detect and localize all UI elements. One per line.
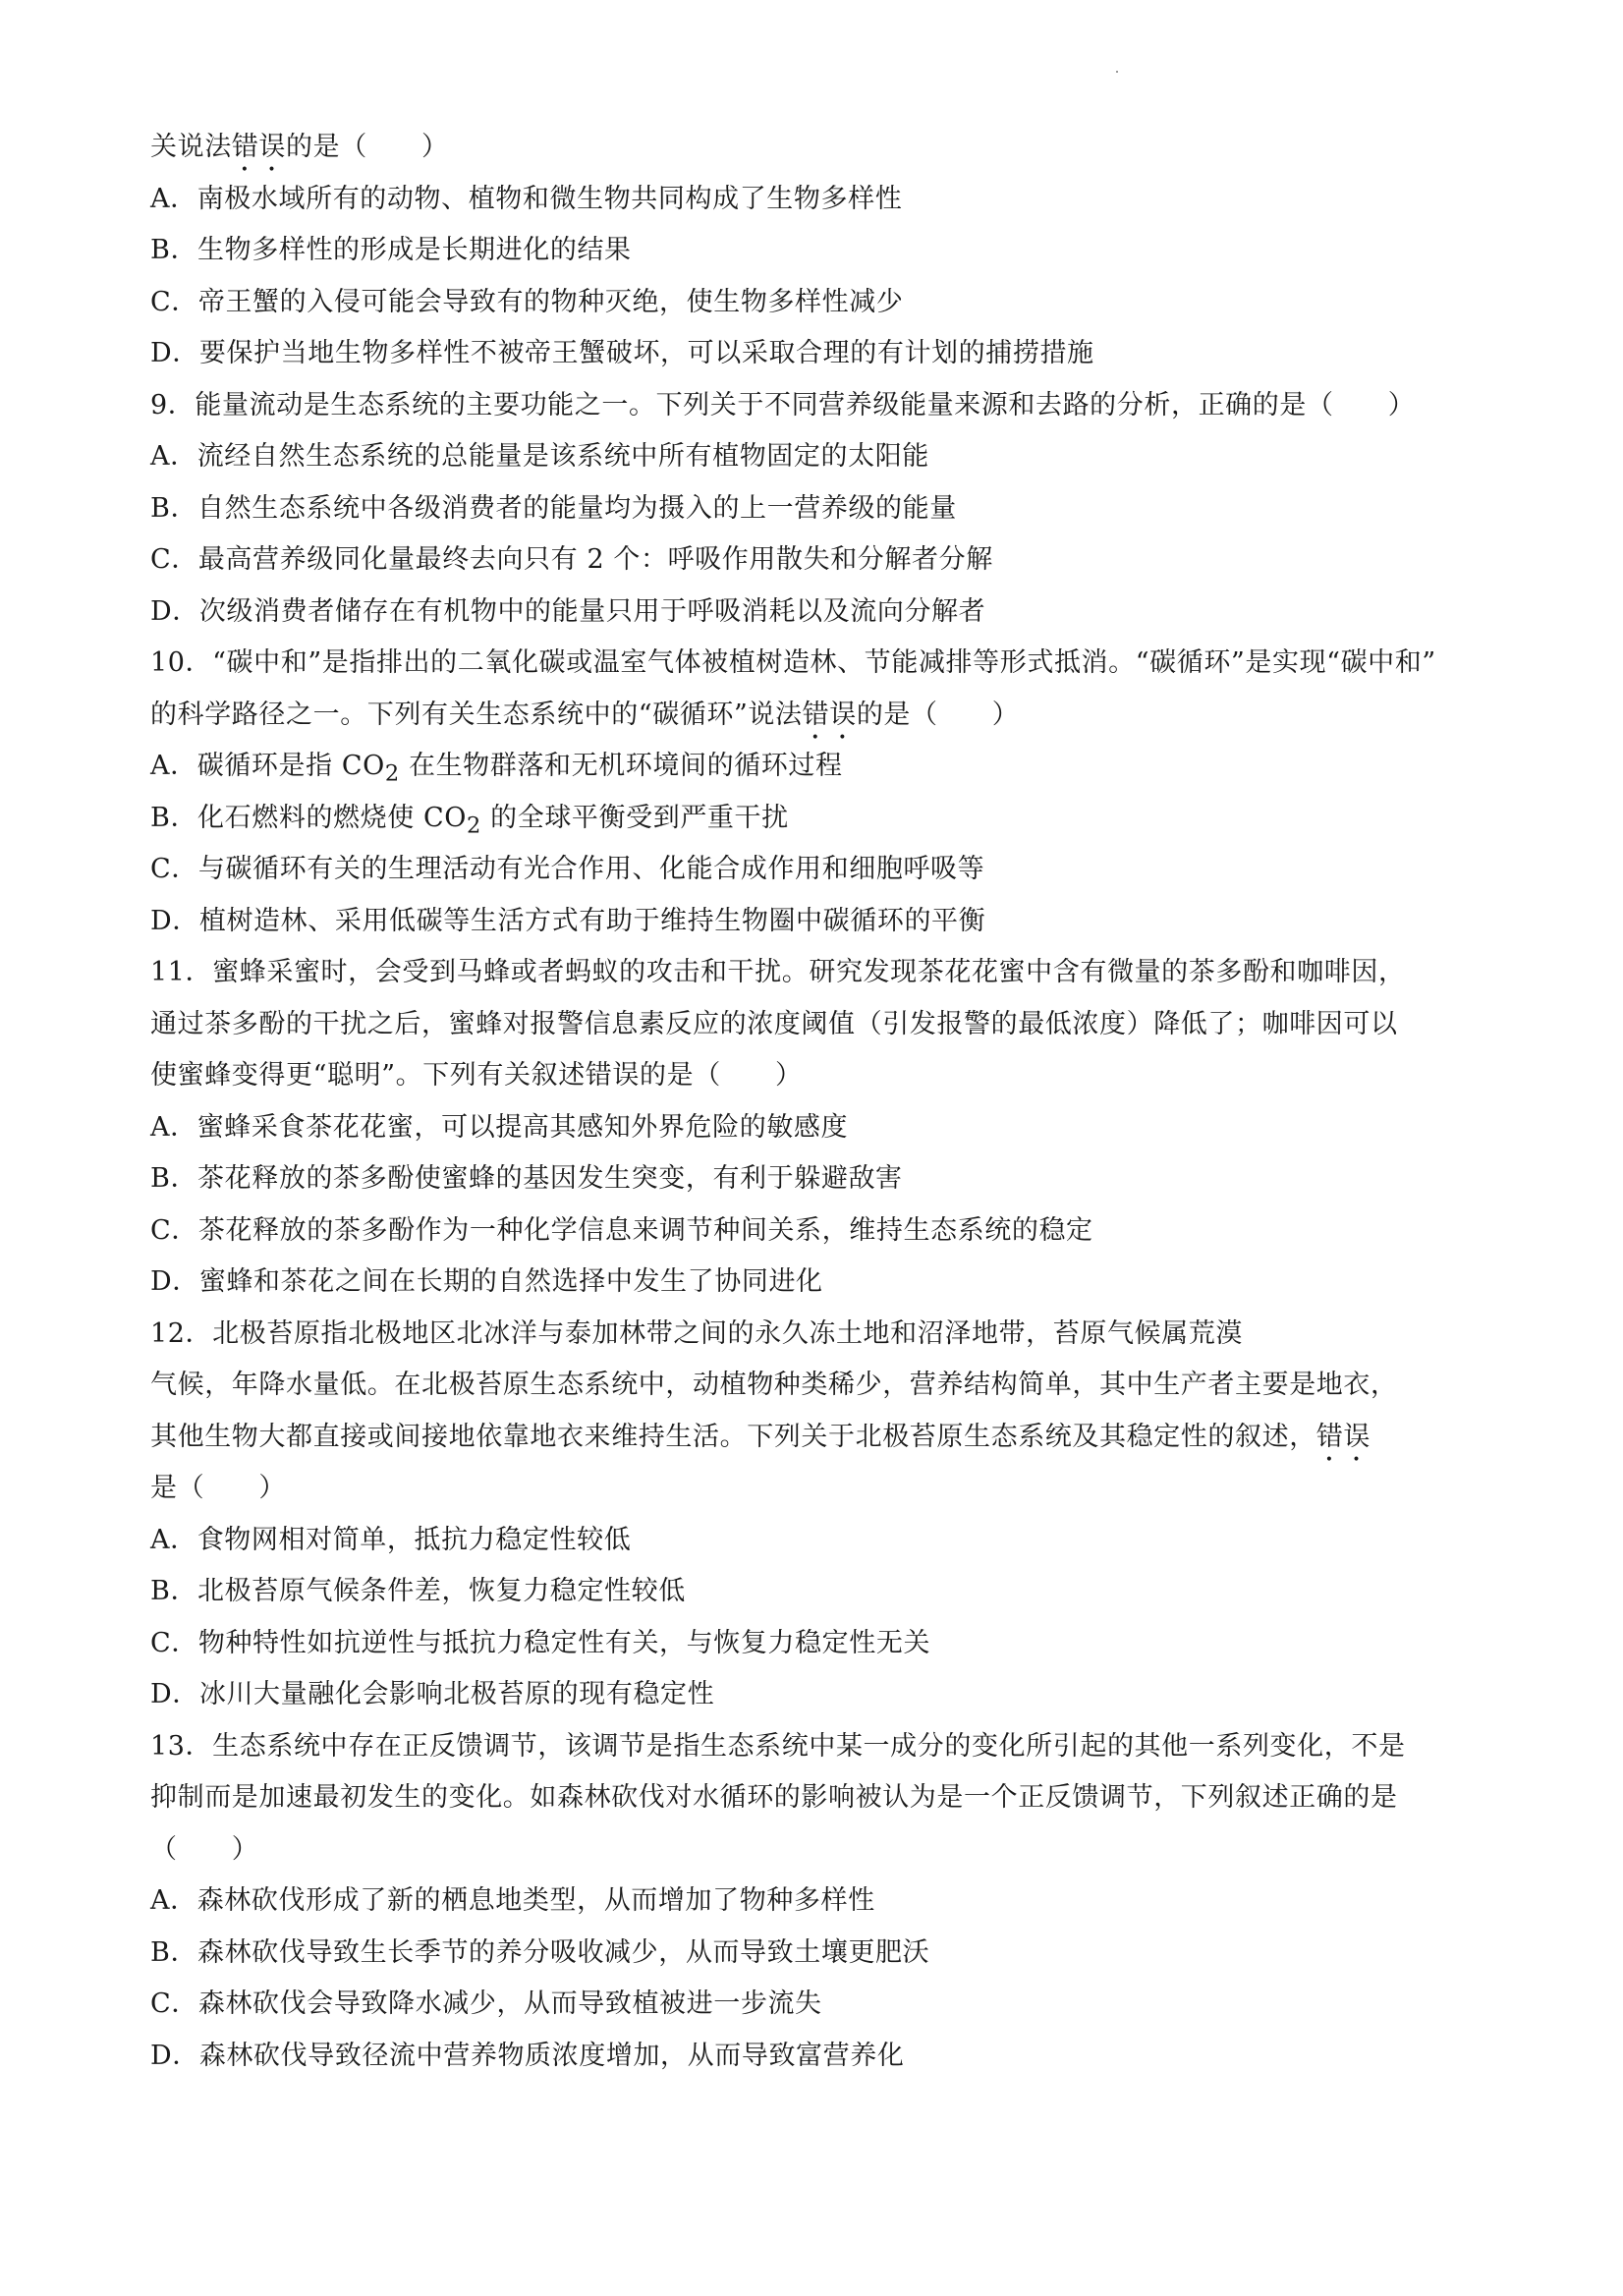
q11-option-a: A．蜜蜂采食茶花花蜜，可以提高其感知外界危险的敏感度 xyxy=(150,1111,849,1143)
q11-option-d: D．蜜蜂和茶花之间在长期的自然选择中发生了协同进化 xyxy=(150,1266,823,1297)
q10-stem-text: 的科学路径之一。下列有关生态系统中的“碳循环”说法 xyxy=(150,699,803,730)
q13-stem-line3: （ ） xyxy=(150,1833,259,1865)
q12-option-a: A．食物网相对简单，抵抗力稳定性较低 xyxy=(150,1524,632,1555)
q13-stem-line2: 抑制而是加速最初发生的变化。如森林砍伐对水循环的影响被认为是一个正反馈调节，下列叙述正确的是 xyxy=(150,1782,1398,1813)
q13-stem-line1: 13．生态系统中存在正反馈调节，该调节是指生态系统中某一成分的变化所引起的其他一系列变化，不是 xyxy=(150,1730,1406,1762)
q12-stem-line2: 气候，年降水量低。在北极苔原生态系统中，动植物种类稀少，营养结构简单，其中生产者主要是地衣， xyxy=(150,1370,1398,1400)
q10-option-a xyxy=(150,741,1486,793)
q10-option-d: D．植树造林、采用低碳等生活方式有助于维持生物圈中碳循环的平衡 xyxy=(150,905,986,936)
q11-stem-line3: 使蜜蜂变得更“聪明”。下列有关叙述错误的是（ ） xyxy=(150,1060,803,1091)
q12-emphasis-word: 错误 xyxy=(1315,1421,1371,1452)
q13-option-a: A．森林砍伐形成了新的栖息地类型，从而增加了物种多样性 xyxy=(150,1885,875,1916)
q9-option-d: D．次级消费者储存在有机物中的能量只用于呼吸消耗以及流向分解者 xyxy=(150,595,986,627)
q12-option-b: B．北极苔原气候条件差，恢复力稳定性较低 xyxy=(150,1576,686,1606)
q10-stem-end: 的是（ ） xyxy=(856,699,1020,730)
q11-stem-line1: 11．蜜蜂采蜜时，会受到马蜂或者蚂蚁的攻击和干扰。研究发现茶花花蜜中含有微量的茶多酚和咖啡因， xyxy=(150,957,1406,987)
q10-option-a-text: A．碳循环是指 CO xyxy=(150,751,385,781)
q10-option-c: C．与碳循环有关的生理活动有光合作用、化能合成作用和细胞呼吸等 xyxy=(150,854,985,884)
q10-option-a-text-end: 在生物群落和无机环境间的循环过程 xyxy=(399,751,843,781)
q12-stem-line3 xyxy=(150,1412,1486,1464)
q8-stem-tail xyxy=(150,122,1486,174)
q10-option-b-subscript: 2 xyxy=(467,812,481,838)
q8-option-a: A．南极水域所有的动物、植物和微生物共同构成了生物多样性 xyxy=(150,183,903,214)
q10-option-a-subscript: 2 xyxy=(384,760,400,787)
q12-stem-text: 其他生物大都直接或间接地依靠地衣来维持生活。下列关于北极苔原生态系统及其稳定性的叙述， xyxy=(150,1421,1316,1452)
q8-emphasis-word: 错误 xyxy=(231,132,287,162)
q10-stem-line1: 10．“碳中和”是指排出的二氧化碳或温室气体被植树造林、节能减排等形式抵消。“碳循环”是实现“碳中和” xyxy=(150,647,1436,678)
q9-option-c: C．最高营养级同化量最终去向只有 2 个：呼吸作用散失和分解者分解 xyxy=(150,544,993,575)
question-list xyxy=(150,122,1486,2082)
q11-option-b: B．茶花释放的茶多酚使蜜蜂的基因发生突变，有利于躲避敌害 xyxy=(150,1163,903,1194)
q11-stem-line2: 通过茶多酚的干扰之后，蜜蜂对报警信息素反应的浓度阈值（引发报警的最低浓度）降低了；咖啡因可以 xyxy=(150,1008,1398,1039)
q10-option-b-text-end: 的全球平衡受到严重干扰 xyxy=(480,802,789,833)
q9-stem: 9．能量流动是生态系统的主要功能之一。下列关于不同营养级能量来源和去路的分析，正确的是（ ） xyxy=(150,389,1416,420)
q12-stem-line4: 是（ ） xyxy=(150,1473,286,1503)
q9-option-b: B．自然生态系统中各级消费者的能量均为摄入的上一营养级的能量 xyxy=(150,492,957,524)
q12-stem-line1: 12．北极苔原指北极地区北冰洋与泰加林带之间的永久冻土地和沼泽地带，苔原气候属荒漠 xyxy=(150,1317,1243,1349)
q12-option-d: D．冰川大量融化会影响北极苔原的现有稳定性 xyxy=(150,1679,715,1709)
q8-stem-text: 关说法 xyxy=(150,132,232,162)
q8-option-c: C．帝王蟹的入侵可能会导致有的物种灭绝，使生物多样性减少 xyxy=(150,286,904,317)
q8-stem-end: 的是（ ） xyxy=(286,132,449,162)
q11-option-c: C．茶花释放的茶多酚作为一种化学信息来调节种间关系，维持生态系统的稳定 xyxy=(150,1214,1093,1246)
q10-emphasis-word: 错误 xyxy=(802,699,857,730)
q13-option-b: B．森林砍伐导致生长季节的养分吸收减少，从而导致土壤更肥沃 xyxy=(150,1936,930,1968)
q8-option-b: B．生物多样性的形成是长期进化的结果 xyxy=(150,235,632,265)
q13-option-c: C．森林砍伐会导致降水减少，从而导致植被进一步流失 xyxy=(150,1988,822,2019)
q9-option-a: A．流经自然生态系统的总能量是该系统中所有植物固定的太阳能 xyxy=(150,441,929,472)
q8-option-d: D．要保护当地生物多样性不被帝王蟹破坏，可以采取合理的有计划的捕捞措施 xyxy=(150,338,1094,368)
q12-option-c: C．物种特性如抗逆性与抵抗力稳定性有关，与恢复力稳定性无关 xyxy=(150,1627,931,1658)
scan-speck xyxy=(1116,71,1118,73)
q10-option-b xyxy=(150,793,1486,845)
q10-option-b-text: B．化石燃料的燃烧使 CO xyxy=(150,802,468,833)
q13-option-d: D．森林砍伐导致径流中营养物质浓度增加，从而导致富营养化 xyxy=(150,2040,905,2071)
q10-stem-line2 xyxy=(150,690,1486,742)
